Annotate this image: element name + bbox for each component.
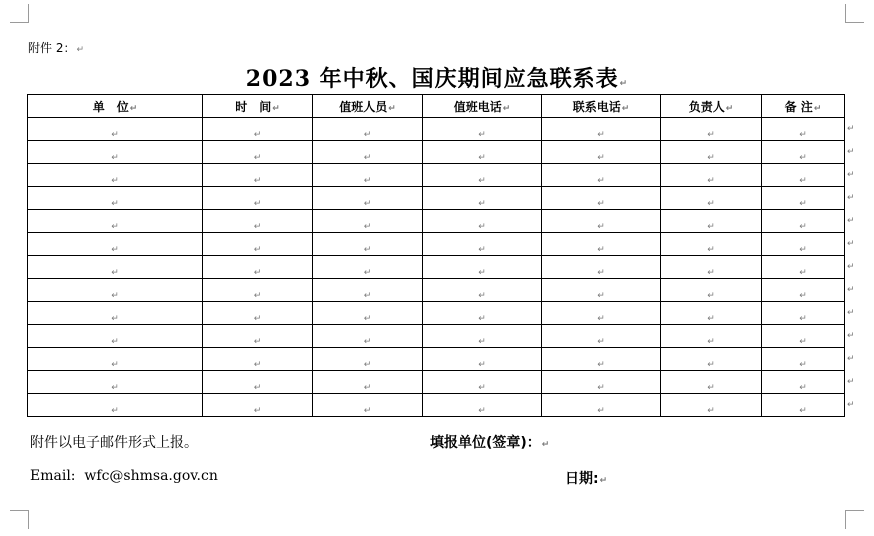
table-row: [28, 118, 845, 141]
table-cell[interactable]: [28, 279, 203, 302]
cell-mark-icon: ↵: [111, 337, 119, 347]
table-cell[interactable]: [28, 371, 203, 394]
row-end-mark-icon: ↵: [847, 124, 855, 134]
table-cell[interactable]: [423, 141, 542, 164]
cell-mark-icon: ↵: [799, 153, 807, 163]
cell-mark-icon: ↵: [253, 406, 262, 416]
table-cell[interactable]: [28, 164, 203, 187]
table-cell[interactable]: [423, 233, 542, 256]
table-cell[interactable]: [423, 164, 542, 187]
table-cell[interactable]: [661, 164, 762, 187]
cell-mark-icon: ↵: [597, 406, 605, 416]
cell-mark-icon: ↵: [253, 245, 262, 255]
cell-mark-icon: ↵: [478, 176, 486, 186]
row-end-mark-icon: ↵: [847, 147, 855, 157]
cell-mark-icon: ↵: [799, 360, 807, 370]
crop-mark-top-right: [845, 4, 864, 23]
table-cell[interactable]: [203, 187, 313, 210]
row-end-mark-icon: ↵: [847, 216, 855, 226]
table-cell[interactable]: [542, 279, 661, 302]
cell-mark-icon: ↵: [253, 153, 262, 163]
table-cell[interactable]: [203, 141, 313, 164]
table-cell[interactable]: [313, 233, 423, 256]
table-cell[interactable]: [661, 141, 762, 164]
table-cell[interactable]: [313, 279, 423, 302]
table-cell[interactable]: [423, 348, 542, 371]
cell-mark-icon: ↵: [799, 222, 807, 232]
email-line: [30, 468, 218, 484]
cell-mark-icon: ↵: [253, 176, 262, 186]
table-cell[interactable]: [762, 325, 845, 348]
table-header-row: [28, 95, 845, 118]
table-cell[interactable]: [423, 210, 542, 233]
crop-mark-top-left: [10, 4, 29, 23]
table-cell[interactable]: [313, 164, 423, 187]
header-contact-phone: 联系电话↵: [542, 95, 661, 118]
cell-mark-icon: ↵: [799, 314, 807, 324]
table-cell[interactable]: [542, 302, 661, 325]
cell-mark-icon: ↵: [707, 268, 715, 278]
table-cell[interactable]: [661, 256, 762, 279]
table-cell[interactable]: [762, 210, 845, 233]
table-cell[interactable]: [313, 302, 423, 325]
cell-mark-icon: ↵: [707, 291, 715, 301]
table-cell[interactable]: [423, 279, 542, 302]
cell-mark-icon: ↵: [799, 176, 807, 186]
paragraph-mark-icon: ↵: [541, 440, 550, 450]
table-cell[interactable]: [423, 371, 542, 394]
cell-mark-icon: ↵: [363, 291, 372, 301]
cell-mark-icon: ↵: [253, 337, 262, 347]
table-cell[interactable]: [542, 371, 661, 394]
row-end-mark-icon: ↵: [847, 354, 855, 364]
table-cell[interactable]: [203, 348, 313, 371]
table-cell[interactable]: [762, 118, 845, 141]
table-cell[interactable]: [423, 187, 542, 210]
table-cell[interactable]: [28, 348, 203, 371]
table-cell[interactable]: [542, 210, 661, 233]
cell-mark-icon: ↵: [597, 176, 605, 186]
table-cell[interactable]: [542, 348, 661, 371]
cell-mark-icon: ↵: [253, 383, 262, 393]
paragraph-mark-icon: ↵: [388, 103, 396, 114]
row-end-marks: [846, 118, 860, 417]
table-cell[interactable]: [203, 256, 313, 279]
table-cell[interactable]: [762, 187, 845, 210]
table-cell[interactable]: [423, 394, 542, 417]
table-cell[interactable]: [542, 233, 661, 256]
attachment-label: [28, 39, 84, 56]
table-cell[interactable]: [423, 325, 542, 348]
cell-mark-icon: ↵: [253, 268, 262, 278]
table-cell[interactable]: [203, 210, 313, 233]
paragraph-mark-icon: ↵: [725, 103, 734, 114]
crop-mark-bottom-right: [845, 510, 864, 529]
cell-mark-icon: ↵: [478, 291, 486, 301]
table-cell[interactable]: [661, 348, 762, 371]
header-time: 时 间↵: [203, 95, 313, 118]
cell-mark-icon: ↵: [111, 268, 119, 278]
cell-mark-icon: ↵: [597, 314, 605, 324]
date-label: [565, 468, 607, 488]
table-cell[interactable]: [762, 256, 845, 279]
table-cell[interactable]: [661, 279, 762, 302]
cell-mark-icon: ↵: [597, 153, 605, 163]
footer-note-text: 附件以电子邮件形式上报。: [30, 435, 198, 451]
table-cell[interactable]: [203, 279, 313, 302]
cell-mark-icon: ↵: [597, 130, 605, 140]
cell-mark-icon: ↵: [363, 222, 372, 232]
cell-mark-icon: ↵: [111, 314, 119, 324]
table-cell[interactable]: [28, 325, 203, 348]
cell-mark-icon: ↵: [478, 153, 486, 163]
table-cell[interactable]: [542, 394, 661, 417]
table-cell[interactable]: [203, 371, 313, 394]
table-cell[interactable]: [661, 118, 762, 141]
table-row: [28, 348, 845, 371]
footer-note: [30, 432, 198, 452]
cell-mark-icon: ↵: [597, 199, 605, 209]
paragraph-mark-icon: ↵: [599, 476, 608, 486]
paragraph-mark-icon: ↵: [76, 45, 84, 55]
table-cell[interactable]: [28, 394, 203, 417]
table-cell[interactable]: [313, 256, 423, 279]
header-duty-staff: 值班人员↵: [313, 95, 423, 118]
cell-mark-icon: ↵: [597, 337, 605, 347]
table-cell[interactable]: [762, 371, 845, 394]
table-cell[interactable]: [762, 302, 845, 325]
table-cell[interactable]: [203, 394, 313, 417]
cell-mark-icon: ↵: [363, 383, 372, 393]
paragraph-mark-icon: ↵: [502, 103, 511, 114]
cell-mark-icon: ↵: [597, 268, 605, 278]
cell-mark-icon: ↵: [111, 291, 119, 301]
table-row: [28, 302, 845, 325]
table-cell[interactable]: [762, 233, 845, 256]
table-cell[interactable]: [28, 210, 203, 233]
cell-mark-icon: ↵: [111, 176, 119, 186]
table-cell[interactable]: [28, 233, 203, 256]
paragraph-mark-icon: ↵: [129, 103, 138, 114]
table-row: [28, 394, 845, 417]
cell-mark-icon: ↵: [111, 222, 119, 232]
cell-mark-icon: ↵: [707, 383, 715, 393]
cell-mark-icon: ↵: [707, 176, 715, 186]
header-person-in-charge: 负责人↵: [661, 95, 762, 118]
table-row: [28, 279, 845, 302]
paragraph-mark-icon: ↵: [272, 103, 280, 114]
table-cell[interactable]: [203, 164, 313, 187]
table-cell[interactable]: [661, 233, 762, 256]
table-cell[interactable]: [313, 118, 423, 141]
cell-mark-icon: ↵: [707, 245, 715, 255]
cell-mark-icon: ↵: [478, 130, 486, 140]
cell-mark-icon: ↵: [707, 222, 715, 232]
table-cell[interactable]: [28, 141, 203, 164]
table-cell[interactable]: [28, 118, 203, 141]
table-cell[interactable]: [661, 187, 762, 210]
row-end-mark-icon: ↵: [847, 193, 855, 203]
sign-label: [430, 432, 549, 452]
cell-mark-icon: ↵: [363, 245, 372, 255]
cell-mark-icon: ↵: [363, 360, 372, 370]
cell-mark-icon: ↵: [363, 199, 372, 209]
cell-mark-icon: ↵: [478, 314, 486, 324]
table-cell[interactable]: [542, 256, 661, 279]
table-cell[interactable]: [661, 394, 762, 417]
table-cell[interactable]: [423, 256, 542, 279]
table-cell[interactable]: [762, 394, 845, 417]
cell-mark-icon: ↵: [111, 406, 119, 416]
cell-mark-icon: ↵: [707, 406, 715, 416]
table-cell[interactable]: [313, 371, 423, 394]
row-end-mark-icon: ↵: [847, 262, 855, 272]
date-label-text: 日期:: [565, 471, 599, 487]
cell-mark-icon: ↵: [707, 337, 715, 347]
table-cell[interactable]: [313, 141, 423, 164]
cell-mark-icon: ↵: [799, 383, 807, 393]
table-row: [28, 187, 845, 210]
document-title: [0, 62, 874, 93]
cell-mark-icon: ↵: [799, 130, 807, 140]
table-row: [28, 371, 845, 394]
table-cell[interactable]: [762, 164, 845, 187]
table-cell[interactable]: [762, 141, 845, 164]
table-cell[interactable]: [313, 394, 423, 417]
cell-mark-icon: ↵: [363, 337, 372, 347]
cell-mark-icon: ↵: [478, 360, 486, 370]
table-cell[interactable]: [203, 325, 313, 348]
cell-mark-icon: ↵: [363, 268, 372, 278]
cell-mark-icon: ↵: [707, 360, 715, 370]
table-cell[interactable]: [28, 302, 203, 325]
header-unit: 单 位↵: [28, 95, 203, 118]
table-cell[interactable]: [661, 302, 762, 325]
table-cell[interactable]: [313, 210, 423, 233]
table-row: [28, 141, 845, 164]
cell-mark-icon: ↵: [253, 199, 262, 209]
email-value: wfc@shmsa.gov.cn: [84, 468, 218, 484]
sign-label-text: 填报单位(签章)：: [430, 435, 541, 451]
cell-mark-icon: ↵: [478, 199, 486, 209]
table-cell[interactable]: [423, 118, 542, 141]
cell-mark-icon: ↵: [253, 291, 262, 301]
cell-mark-icon: ↵: [707, 199, 715, 209]
cell-mark-icon: ↵: [478, 268, 486, 278]
header-duty-phone: 值班电话↵: [423, 95, 542, 118]
row-end-mark-icon: ↵: [847, 308, 855, 318]
cell-mark-icon: ↵: [111, 360, 119, 370]
table-cell[interactable]: [28, 187, 203, 210]
cell-mark-icon: ↵: [799, 291, 807, 301]
cell-mark-icon: ↵: [707, 314, 715, 324]
cell-mark-icon: ↵: [478, 245, 486, 255]
table-cell[interactable]: [762, 279, 845, 302]
cell-mark-icon: ↵: [253, 360, 262, 370]
cell-mark-icon: ↵: [597, 360, 605, 370]
cell-mark-icon: ↵: [707, 130, 715, 140]
cell-mark-icon: ↵: [253, 314, 262, 324]
cell-mark-icon: ↵: [111, 153, 119, 163]
cell-mark-icon: ↵: [111, 245, 119, 255]
cell-mark-icon: ↵: [478, 383, 486, 393]
table-cell[interactable]: [28, 256, 203, 279]
cell-mark-icon: ↵: [478, 406, 486, 416]
row-end-mark-icon: ↵: [847, 170, 855, 180]
table-cell[interactable]: [542, 118, 661, 141]
table-cell[interactable]: [313, 348, 423, 371]
cell-mark-icon: ↵: [363, 176, 372, 186]
table-cell[interactable]: [203, 233, 313, 256]
table-row: [28, 164, 845, 187]
cell-mark-icon: ↵: [363, 130, 372, 140]
table-cell[interactable]: [661, 325, 762, 348]
paragraph-mark-icon: ↵: [619, 79, 629, 89]
cell-mark-icon: ↵: [363, 153, 372, 163]
table-cell[interactable]: [661, 210, 762, 233]
table-cell[interactable]: [203, 302, 313, 325]
email-label: Email:: [30, 468, 76, 484]
document-title-text: 2023 年中秋、国庆期间应急联系表: [245, 66, 619, 92]
cell-mark-icon: ↵: [707, 153, 715, 163]
paragraph-mark-icon: ↵: [813, 103, 822, 114]
table-body: [28, 118, 845, 417]
cell-mark-icon: ↵: [799, 199, 807, 209]
cell-mark-icon: ↵: [597, 383, 605, 393]
cell-mark-icon: ↵: [253, 222, 262, 232]
table-cell[interactable]: [542, 325, 661, 348]
cell-mark-icon: ↵: [478, 222, 486, 232]
contact-table: [27, 94, 845, 417]
cell-mark-icon: ↵: [597, 291, 605, 301]
table-row: [28, 325, 845, 348]
row-end-mark-icon: ↵: [847, 331, 855, 341]
table-cell[interactable]: [762, 348, 845, 371]
cell-mark-icon: ↵: [363, 406, 372, 416]
table-cell[interactable]: [542, 164, 661, 187]
row-end-mark-icon: ↵: [847, 377, 855, 387]
cell-mark-icon: ↵: [111, 199, 119, 209]
cell-mark-icon: ↵: [799, 245, 807, 255]
table-row: [28, 233, 845, 256]
cell-mark-icon: ↵: [597, 245, 605, 255]
crop-mark-bottom-left: [10, 510, 29, 529]
table-row: [28, 210, 845, 233]
attachment-label-text: 附件 2：: [28, 41, 76, 55]
cell-mark-icon: ↵: [363, 314, 372, 324]
cell-mark-icon: ↵: [253, 130, 262, 140]
table-cell[interactable]: [542, 141, 661, 164]
cell-mark-icon: ↵: [799, 268, 807, 278]
row-end-mark-icon: ↵: [847, 285, 855, 295]
cell-mark-icon: ↵: [111, 383, 119, 393]
cell-mark-icon: ↵: [799, 337, 807, 347]
table-cell[interactable]: [661, 371, 762, 394]
row-end-mark-icon: ↵: [847, 400, 855, 410]
table-row: [28, 256, 845, 279]
row-end-mark-icon: ↵: [847, 239, 855, 249]
table-cell[interactable]: [313, 325, 423, 348]
table-cell[interactable]: [542, 187, 661, 210]
table-cell[interactable]: [313, 187, 423, 210]
table-cell[interactable]: [423, 302, 542, 325]
paragraph-mark-icon: ↵: [621, 103, 630, 114]
cell-mark-icon: ↵: [111, 130, 119, 140]
header-remarks: 备 注↵: [762, 95, 845, 118]
table-cell[interactable]: [203, 118, 313, 141]
cell-mark-icon: ↵: [799, 406, 807, 416]
cell-mark-icon: ↵: [478, 337, 486, 347]
cell-mark-icon: ↵: [597, 222, 605, 232]
